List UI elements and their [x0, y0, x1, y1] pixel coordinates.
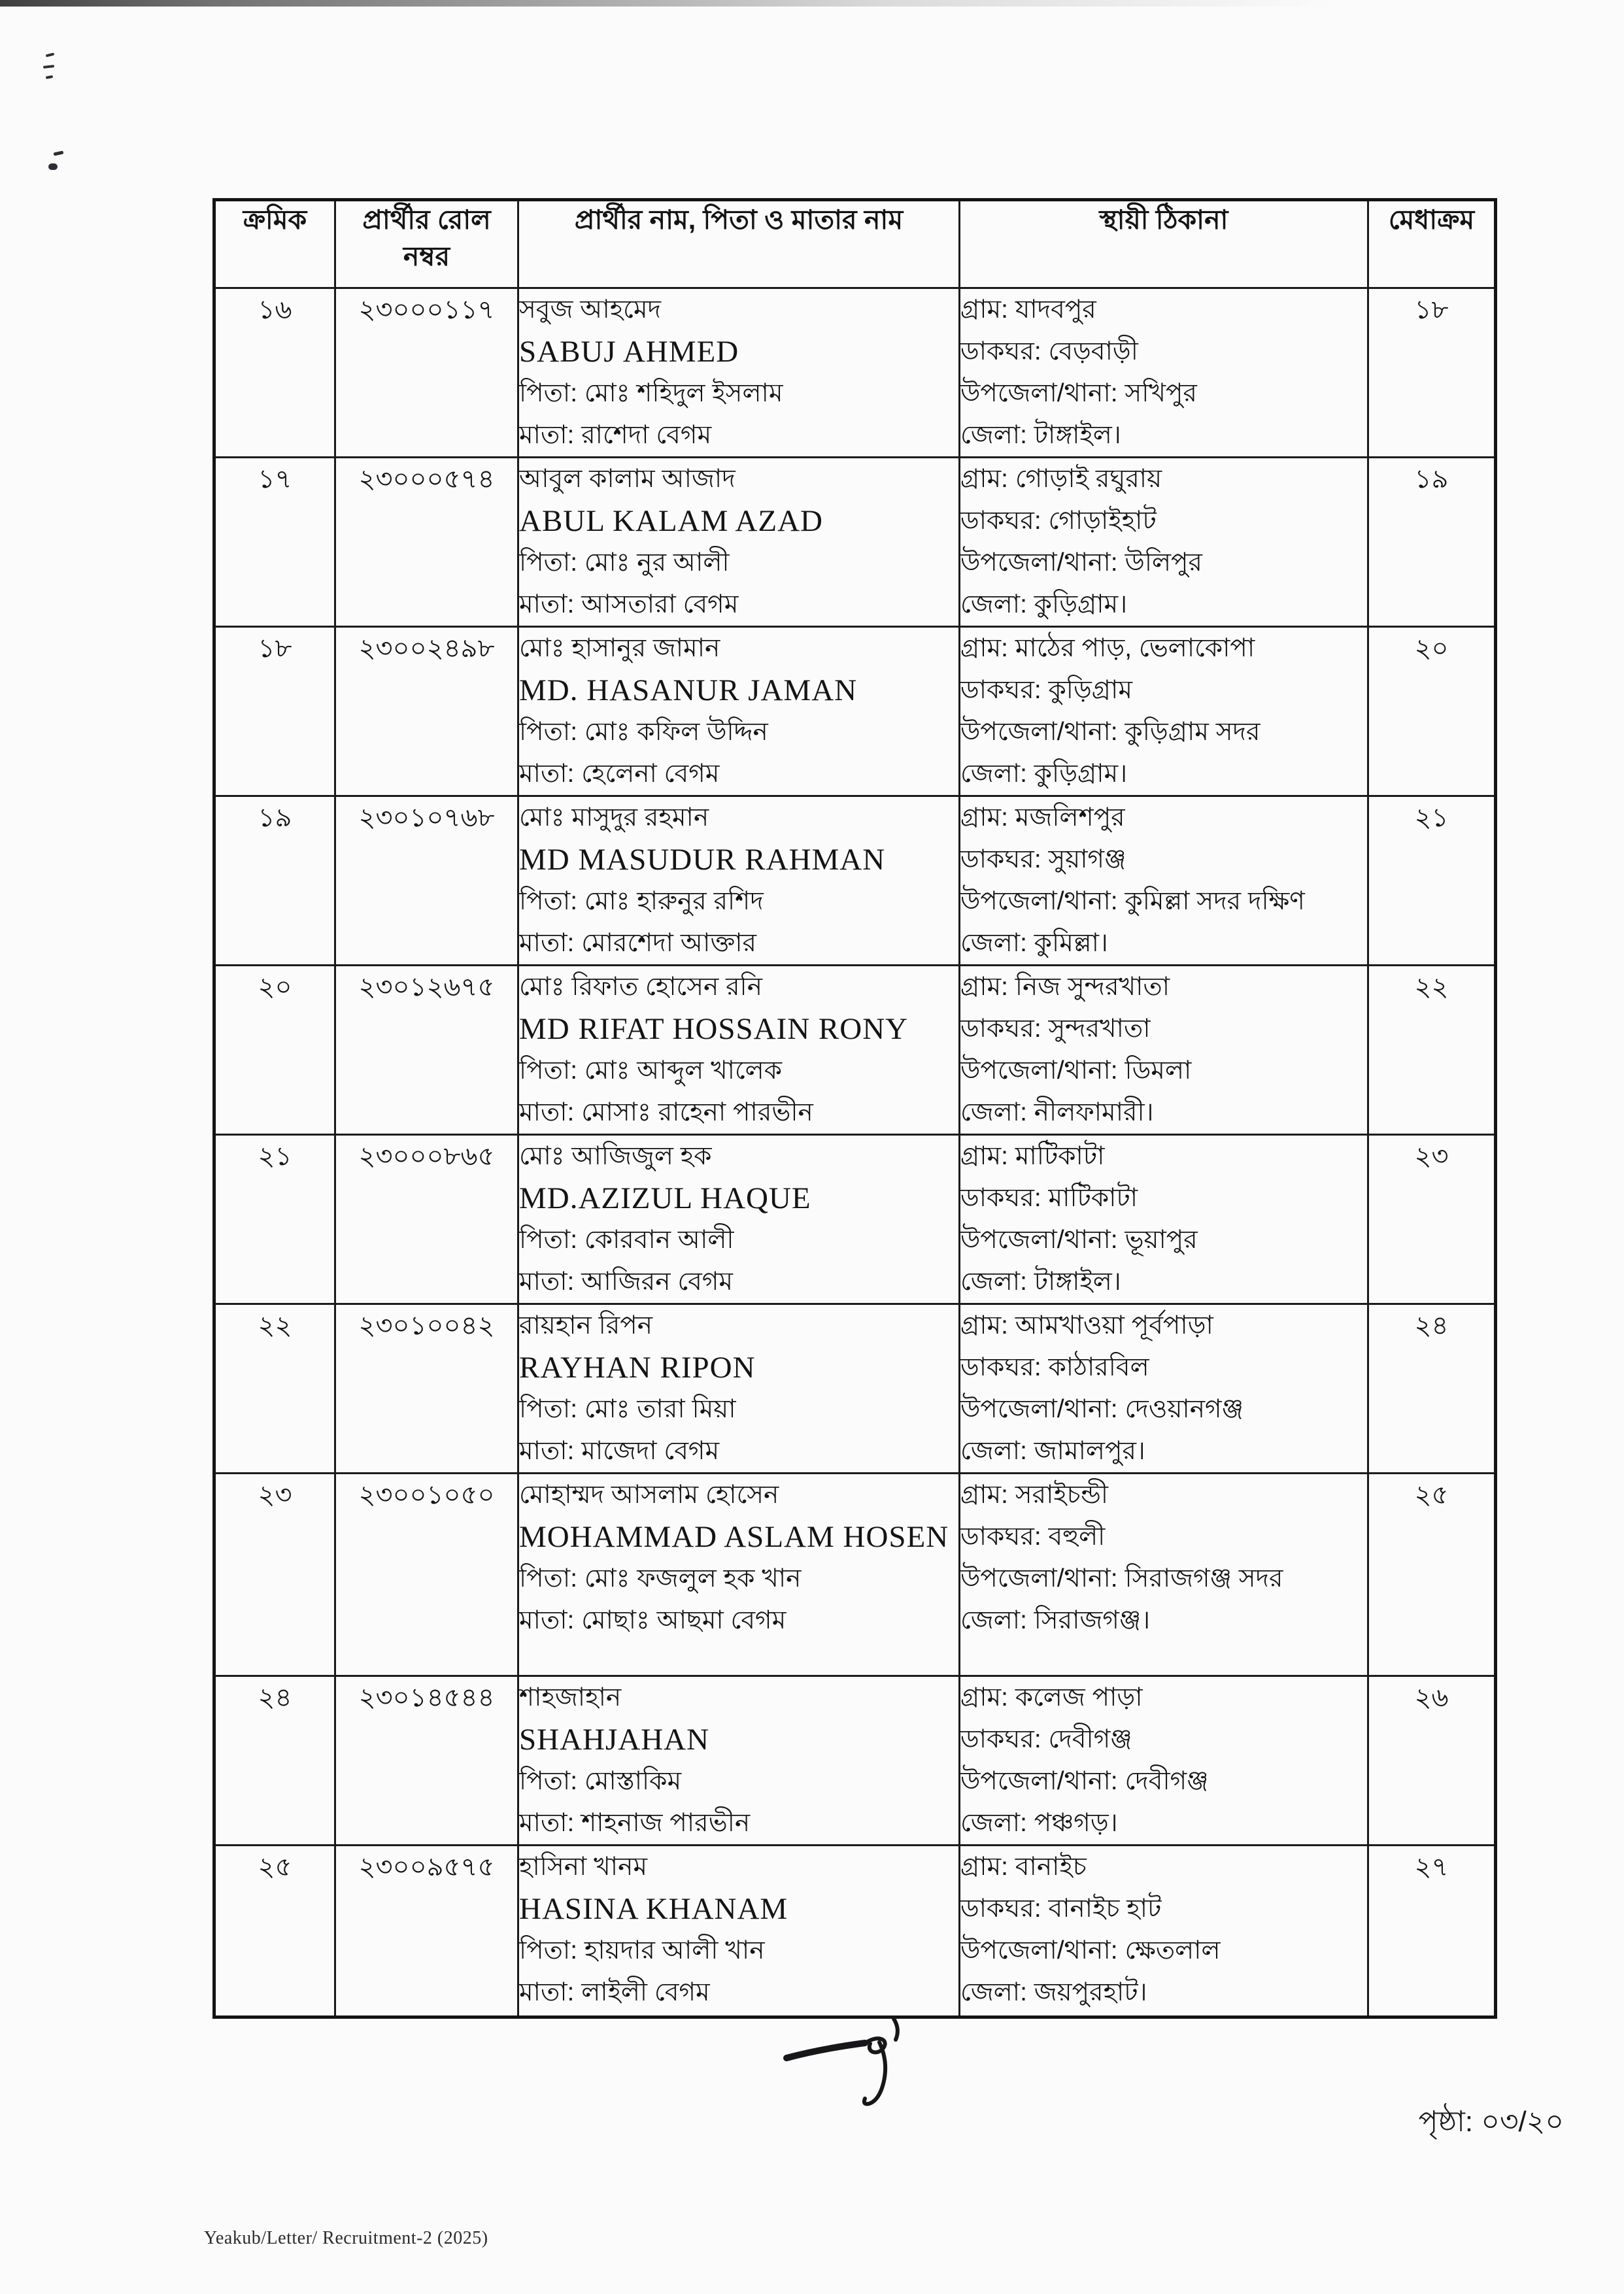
address-upazila: উপজেলা/থানা: ক্ষেতলাল [960, 1936, 1221, 1965]
merit-number: ২৩ [1414, 1142, 1449, 1171]
roll-number: ২৩০০০১১৭ [358, 295, 495, 324]
address-cell [960, 1135, 1368, 1304]
header-roll: প্রার্থীর রোল নম্বর [335, 200, 518, 288]
page-number: পৃষ্ঠা: ০৩/২০ [1418, 2106, 1564, 2138]
address-district: জেলা: কুড়িগ্রাম। [960, 760, 1128, 788]
address-village: গ্রাম: সরাইচন্ডী [960, 1481, 1109, 1509]
serial-number: ২৩ [258, 1481, 292, 1510]
merit-cell [1368, 458, 1496, 627]
name-cell [518, 1304, 960, 1474]
footer-reference: Yeakub/Letter/ Recruitment-2 (2025) [204, 2228, 488, 2248]
serial-number: ১৮ [258, 634, 292, 663]
serial-cell [214, 1474, 335, 1676]
serial-cell [214, 1846, 335, 2017]
merit-cell [1368, 288, 1496, 458]
roll-number: ২৩০১০৭৬৮ [358, 803, 495, 832]
candidate-name-bn: রায়হান রিপন [519, 1311, 653, 1340]
father-name: পিতা: মোঃ শহিদুল ইসলাম [519, 379, 783, 407]
serial-number: ১৬ [258, 295, 292, 324]
merit-number: ২১ [1414, 803, 1449, 832]
name-cell [518, 458, 960, 627]
address-post-office: ডাকঘর: সুন্দরখাতা [960, 1015, 1151, 1043]
address-district: জেলা: জয়পুরহাট। [960, 1978, 1147, 2006]
address-cell [960, 796, 1368, 966]
address-district: জেলা: নীলফামারী। [960, 1098, 1154, 1126]
address-cell [960, 627, 1368, 796]
merit-cell [1368, 1474, 1496, 1676]
address-village: গ্রাম: মাটিকাটা [960, 1142, 1105, 1170]
table-row [214, 1304, 1496, 1474]
serial-cell [214, 1304, 335, 1474]
address-village: গ্রাম: গোড়াই রঘুরায় [960, 465, 1162, 493]
pen-mark [46, 75, 54, 79]
roll-number: ২৩০১২৬৭৫ [358, 973, 495, 1002]
roll-cell [335, 458, 518, 627]
roll-number: ২৩০০৯৫৭৫ [358, 1853, 495, 1881]
header-address: স্থায়ী ঠিকানা [960, 200, 1368, 288]
table-row [214, 1474, 1496, 1676]
serial-cell [214, 458, 335, 627]
serial-cell [214, 796, 335, 966]
serial-number: ২১ [258, 1142, 292, 1171]
address-village: গ্রাম: আমখাওয়া পূর্বপাড়া [960, 1311, 1213, 1340]
address-cell [960, 1474, 1368, 1676]
address-cell [960, 966, 1368, 1135]
table-row [214, 458, 1496, 627]
roll-cell [335, 966, 518, 1135]
roll-cell [335, 1846, 518, 2017]
merit-cell [1368, 1846, 1496, 2017]
header-serial: ক্রমিক [214, 200, 335, 288]
father-name: পিতা: মোঃ কফিল উদ্দিন [519, 718, 768, 746]
header-merit: মেধাক্রম [1368, 200, 1496, 288]
address-post-office: ডাকঘর: কুড়িগ্রাম [960, 676, 1132, 704]
roll-cell [335, 627, 518, 796]
address-post-office: ডাকঘর: বানাইচ হাট [960, 1895, 1162, 1923]
address-cell [960, 1304, 1368, 1474]
table-row [214, 1135, 1496, 1304]
address-village: গ্রাম: মাঠের পাড়, ভেলাকোপা [960, 634, 1255, 662]
address-village: গ্রাম: বানাইচ [960, 1853, 1087, 1881]
serial-number: ১৭ [258, 465, 292, 494]
roll-cell [335, 796, 518, 966]
address-upazila: উপজেলা/থানা: সিরাজগঞ্জ সদর [960, 1564, 1283, 1593]
candidate-merit-table [212, 198, 1497, 2019]
pen-mark [54, 150, 64, 156]
merit-cell [1368, 966, 1496, 1135]
address-upazila: উপজেলা/থানা: ডিমলা [960, 1056, 1192, 1085]
mother-name: মাতা: আসতারা বেগম [519, 590, 739, 618]
mother-name: মাতা: রাশেদা বেগম [519, 421, 712, 449]
roll-number: ২৩০০২৪৯৮ [358, 634, 495, 663]
address-upazila: উপজেলা/থানা: কুড়িগ্রাম সদর [960, 718, 1260, 746]
serial-cell [214, 288, 335, 458]
roll-cell [335, 1676, 518, 1846]
candidate-name-en: SABUJ AHMED [519, 335, 739, 369]
roll-cell [335, 1474, 518, 1676]
address-upazila: উপজেলা/থানা: কুমিল্লা সদর দক্ষিণ [960, 887, 1305, 915]
candidate-name-bn: মোঃ আজিজুল হক [519, 1142, 712, 1170]
table-header-row [214, 200, 1496, 288]
candidate-name-en: SHAHJAHAN [519, 1723, 710, 1757]
mother-name: মাতা: মোসাঃ রাহেনা পারভীন [519, 1098, 813, 1126]
address-post-office: ডাকঘর: দেবীগঞ্জ [960, 1725, 1132, 1753]
scan-top-edge-artifact [0, 0, 1624, 7]
name-cell [518, 966, 960, 1135]
merit-cell [1368, 627, 1496, 796]
candidate-name-bn: হাসিনা খানম [519, 1853, 647, 1881]
roll-number: ২৩০০০৮৬৫ [358, 1142, 495, 1171]
roll-number: ২৩০০০৫৭৪ [358, 465, 495, 494]
address-village: গ্রাম: নিজ সুন্দরখাতা [960, 973, 1170, 1001]
address-district: জেলা: সিরাজগঞ্জ। [960, 1606, 1151, 1634]
candidate-name-en: HASINA KHANAM [519, 1892, 788, 1926]
table-row [214, 627, 1496, 796]
pen-mark [48, 163, 58, 170]
table-body [214, 288, 1496, 2017]
table-row [214, 1846, 1496, 2017]
merit-number: ২০ [1414, 634, 1449, 663]
name-cell [518, 796, 960, 966]
serial-cell [214, 1135, 335, 1304]
roll-cell [335, 1304, 518, 1474]
merit-number: ২৬ [1414, 1683, 1449, 1712]
serial-number: ২২ [258, 1311, 292, 1340]
address-district: জেলা: পঞ্চগড়। [960, 1809, 1118, 1837]
name-cell [518, 1474, 960, 1676]
address-cell [960, 1846, 1368, 2017]
pen-mark [43, 65, 54, 69]
father-name: পিতা: মোস্তাকিম [519, 1767, 682, 1795]
roll-cell [335, 288, 518, 458]
address-upazila: উপজেলা/থানা: দেবীগঞ্জ [960, 1767, 1209, 1795]
candidate-name-bn: শাহজাহান [519, 1683, 622, 1712]
merit-cell [1368, 1676, 1496, 1846]
merit-number: ২৫ [1414, 1481, 1449, 1510]
father-name: পিতা: মোঃ ফজলুল হক খান [519, 1564, 802, 1593]
candidate-name-bn: মোঃ রিফাত হোসেন রনি [519, 973, 762, 1001]
serial-cell [214, 966, 335, 1135]
merit-number: ১৯ [1414, 465, 1449, 494]
serial-number: ২০ [258, 973, 292, 1002]
mother-name: মাতা: মোছাঃ আছমা বেগম [519, 1606, 787, 1634]
candidate-name-en: MD MASUDUR RAHMAN [519, 843, 886, 877]
signature-scribble [781, 2008, 945, 2126]
father-name: পিতা: মোঃ আব্দুল খালেক [519, 1056, 782, 1085]
serial-number: ২৫ [258, 1853, 292, 1881]
table-row [214, 966, 1496, 1135]
address-district: জেলা: টাঙ্গাইল। [960, 1268, 1121, 1296]
candidate-name-bn: মোঃ মাসুদুর রহমান [519, 803, 709, 832]
candidate-name-en: MD.AZIZUL HAQUE [519, 1181, 811, 1215]
pen-mark [46, 52, 55, 57]
address-upazila: উপজেলা/থানা: সখিপুর [960, 379, 1197, 407]
mother-name: মাতা: মাজেদা বেগম [519, 1437, 720, 1465]
candidate-name-bn: সবুজ আহমেদ [519, 295, 661, 324]
address-district: জেলা: কুমিল্লা। [960, 929, 1108, 957]
merit-number: ২৪ [1414, 1311, 1449, 1340]
merit-number: ২২ [1414, 973, 1449, 1002]
mother-name: মাতা: হেলেনা বেগম [519, 760, 720, 788]
father-name: পিতা: মোঃ হারুনুর রশিদ [519, 887, 764, 915]
father-name: পিতা: কোরবান আলী [519, 1226, 734, 1254]
candidate-name-bn: মোহাম্মদ আসলাম হোসেন [519, 1481, 779, 1509]
roll-number: ২৩০১০০৪২ [358, 1311, 495, 1340]
candidate-name-en: MOHAMMAD ASLAM HOSEN [519, 1520, 949, 1554]
candidate-name-en: MD. HASANUR JAMAN [519, 673, 858, 707]
roll-number: ২৩০১৪৫৪৪ [358, 1683, 495, 1712]
address-district: জেলা: টাঙ্গাইল। [960, 421, 1121, 449]
mother-name: মাতা: মোরশেদা আক্তার [519, 929, 756, 957]
mother-name: মাতা: লাইলী বেগম [519, 1978, 710, 2006]
address-post-office: ডাকঘর: বহুলী [960, 1523, 1106, 1551]
merit-cell [1368, 796, 1496, 966]
father-name: পিতা: মোঃ তারা মিয়া [519, 1395, 736, 1423]
name-cell [518, 627, 960, 796]
address-post-office: ডাকঘর: গোড়াইহাট [960, 507, 1157, 535]
address-post-office: ডাকঘর: মাটিকাটা [960, 1184, 1138, 1212]
serial-cell [214, 1676, 335, 1846]
table-row [214, 1676, 1496, 1846]
address-post-office: ডাকঘর: কাঠারবিল [960, 1353, 1149, 1381]
candidate-name-en: ABUL KALAM AZAD [519, 504, 823, 538]
roll-number: ২৩০০১০৫০ [358, 1481, 495, 1510]
roll-cell [335, 1135, 518, 1304]
mother-name: মাতা: শাহনাজ পারভীন [519, 1809, 751, 1837]
serial-number: ২৪ [258, 1683, 292, 1712]
address-cell [960, 1676, 1368, 1846]
name-cell [518, 1846, 960, 2017]
merit-cell [1368, 1135, 1496, 1304]
candidate-name-en: MD RIFAT HOSSAIN RONY [519, 1012, 909, 1046]
merit-number: ২৭ [1414, 1853, 1449, 1881]
name-cell [518, 288, 960, 458]
header-name: প্রার্থীর নাম, পিতা ও মাতার নাম [518, 200, 960, 288]
address-upazila: উপজেলা/থানা: উলিপুর [960, 548, 1202, 577]
address-upazila: উপজেলা/থানা: ভূয়াপুর [960, 1226, 1198, 1254]
address-cell [960, 458, 1368, 627]
merit-cell [1368, 1304, 1496, 1474]
mother-name: মাতা: আজিরন বেগম [519, 1268, 734, 1296]
serial-cell [214, 627, 335, 796]
address-village: গ্রাম: যাদবপুর [960, 295, 1096, 324]
table-row [214, 796, 1496, 966]
address-district: জেলা: জামালপুর। [960, 1437, 1145, 1465]
father-name: পিতা: মোঃ নুর আলী [519, 548, 730, 577]
address-district: জেলা: কুড়িগ্রাম। [960, 590, 1128, 618]
address-upazila: উপজেলা/থানা: দেওয়ানগঞ্জ [960, 1395, 1243, 1423]
address-cell [960, 288, 1368, 458]
father-name: পিতা: হায়দার আলী খান [519, 1936, 765, 1965]
address-village: গ্রাম: কলেজ পাড়া [960, 1683, 1143, 1712]
candidate-name-en: RAYHAN RIPON [519, 1351, 756, 1385]
address-village: গ্রাম: মজলিশপুর [960, 803, 1125, 832]
serial-number: ১৯ [258, 803, 292, 832]
address-post-office: ডাকঘর: সুয়াগঞ্জ [960, 845, 1126, 873]
name-cell [518, 1135, 960, 1304]
table-row [214, 288, 1496, 458]
name-cell [518, 1676, 960, 1846]
address-post-office: ডাকঘর: বেড়বাড়ী [960, 337, 1138, 365]
candidate-name-bn: মোঃ হাসানুর জামান [519, 634, 720, 662]
merit-number: ১৮ [1414, 295, 1449, 324]
candidate-name-bn: আবুল কালাম আজাদ [519, 465, 736, 493]
